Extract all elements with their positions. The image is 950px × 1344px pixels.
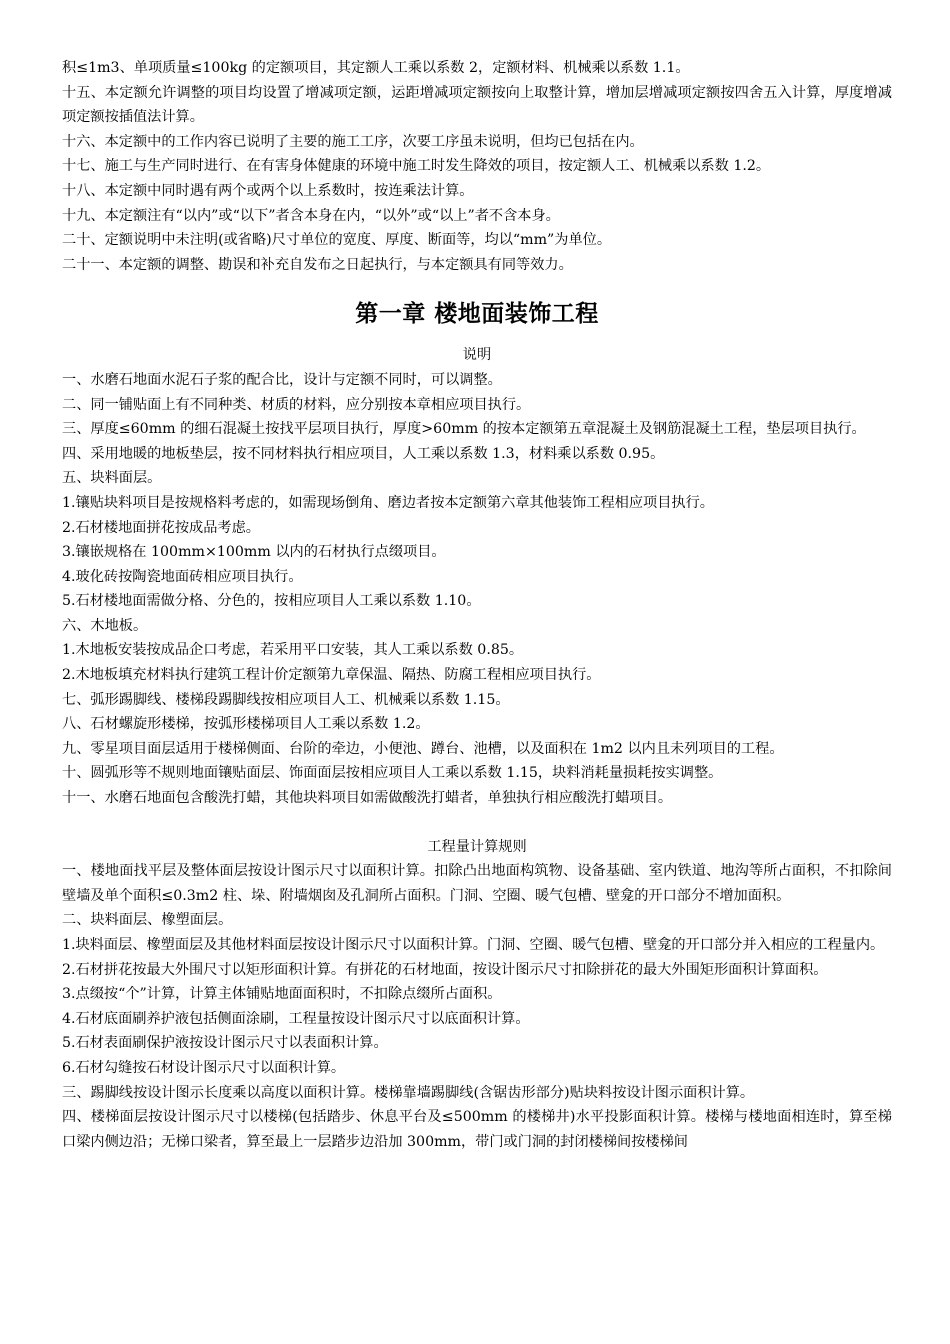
paragraph: 2.木地板填充材料执行建筑工程计价定额第九章保温、隔热、防腐工程相应项目执行。 xyxy=(62,667,601,684)
paragraph: 十一、水磨石地面包含酸洗打蜡，其他块料项目如需做酸洗打蜡者，单独执行相应酸洗打蜡项目。 xyxy=(62,790,673,807)
paragraph: 积≤1m3、单项质量≤100kg 的定额项目，其定额人工乘以系数 2，定额材料、机械乘以系数 1.1。 xyxy=(62,60,690,76)
paragraph: 2.石材楼地面拼花按成品考虑。 xyxy=(62,519,260,536)
paragraph: 十、圆弧形等不规则地面镶贴面层、饰面面层按相应项目人工乘以系数 1.15，块料消耗量损耗按实调整。 xyxy=(62,765,723,782)
explanation-section xyxy=(62,343,892,810)
paragraph: 四、楼梯面层按设计图示尺寸以楼梯(包括踏步、休息平台及≤500mm 的楼梯井)水平投影面积计算。楼梯与楼地面相连时，算至梯口梁内侧边沿；无梯口梁者，算至最上一层踏步边沿加 300mm，带门或门洞的封闭楼梯间按楼梯间 xyxy=(62,1109,892,1150)
paragraph: 1.块料面层、橡塑面层及其他材料面层按设计图示尺寸以面积计算。门洞、空圈、暖气包槽、壁龛的开口部分并入相应的工程量内。 xyxy=(62,937,885,953)
paragraph: 3.镶嵌规格在 100mm×100mm 以内的石材执行点缀项目。 xyxy=(62,544,446,561)
paragraph: 一、水磨石地面水泥石子浆的配合比，设计与定额不同时，可以调整。 xyxy=(62,371,502,388)
paragraph: 1.镶贴块料项目是按规格料考虑的，如需现场倒角、磨边者按本定额第六章其他装饰工程相应项目执行。 xyxy=(62,494,714,511)
paragraph: 二、块料面层、橡塑面层。 xyxy=(62,912,233,929)
paragraph: 六、木地板。 xyxy=(62,617,148,634)
paragraph: 5.石材表面刷保护液按设计图示尺寸以表面积计算。 xyxy=(62,1035,388,1052)
rules-heading: 工程量计算规则 xyxy=(427,838,527,855)
paragraph: 4.石材底面刷养护液包括侧面涂刷，工程量按设计图示尺寸以底面积计算。 xyxy=(62,1010,530,1027)
paragraph: 四、采用地暖的地板垫层，按不同材料执行相应项目，人工乘以系数 1.3，材料乘以系数 0.95。 xyxy=(62,445,665,462)
paragraph: 2.石材拼花按最大外围尺寸以矩形面积计算。有拼花的石材地面，按设计图示尺寸扣除拼花的最大外围矩形面积计算面积。 xyxy=(62,961,828,978)
paragraph: 七、弧形踢脚线、楼梯段踢脚线按相应项目人工、机械乘以系数 1.15。 xyxy=(62,691,510,708)
paragraph: 三、踢脚线按设计图示长度乘以高度以面积计算。楼梯靠墙踢脚线(含锯齿形部分)贴块料按设计图示面积计算。 xyxy=(62,1084,755,1101)
paragraph: 五、块料面层。 xyxy=(62,470,162,487)
paragraph: 十九、本定额注有“以内”或“以下”者含本身在内，“以外”或“以上”者不含本身。 xyxy=(62,207,560,224)
paragraph: 1.木地板安装按成品企口考虑，若采用平口安装，其人工乘以系数 0.85。 xyxy=(62,642,524,659)
intro-section xyxy=(62,56,892,277)
section-spacer xyxy=(62,811,892,835)
paragraph: 三、厚度≤60mm 的细石混凝土按找平层项目执行，厚度>60mm 的按本定额第五章混凝土及钢筋混凝土工程，垫层项目执行。 xyxy=(62,421,866,438)
paragraph: 一、楼地面找平层及整体面层按设计图示尺寸以面积计算。扣除凸出地面构筑物、设备基础、室内铁道、地沟等所占面积，不扣除间壁墙及单个面积≤0.3m2 柱、垛、附墙烟囱及孔洞所占面积。门洞、空圈、暖气包槽、壁龛的开口部分不增加面积。 xyxy=(62,863,892,904)
explanation-heading: 说明 xyxy=(462,347,492,364)
paragraph: 二十一、本定额的调整、勘误和补充自发布之日起执行，与本定额具有同等效力。 xyxy=(62,256,573,273)
paragraph: 十五、本定额允许调整的项目均设置了增减项定额，运距增减项定额按向上取整计算，增加层增减项定额按四舍五入计算，厚度增减项定额按插值法计算。 xyxy=(62,84,892,126)
paragraph: 6.石材勾缝按石材设计图示尺寸以面积计算。 xyxy=(62,1059,346,1076)
paragraph: 4.玻化砖按陶瓷地面砖相应项目执行。 xyxy=(62,568,303,585)
paragraph: 八、石材螺旋形楼梯，按弧形楼梯项目人工乘以系数 1.2。 xyxy=(62,716,430,733)
paragraph: 二十、定额说明中未注明(或省略)尺寸单位的宽度、厚度、断面等，均以“mm”为单位。 xyxy=(62,232,612,249)
paragraph: 二、同一铺贴面上有不同种类、材质的材料，应分别按本章相应项目执行。 xyxy=(62,396,531,413)
document-page xyxy=(62,56,892,1154)
paragraph: 十八、本定额中同时遇有两个或两个以上系数时，按连乘法计算。 xyxy=(62,182,474,199)
paragraph: 5.石材楼地面需做分格、分色的，按相应项目人工乘以系数 1.10。 xyxy=(62,593,481,610)
paragraph: 3.点缀按“个”计算，计算主体铺贴地面面积时，不扣除点缀所占面积。 xyxy=(62,986,502,1003)
paragraph: 九、零星项目面层适用于楼梯侧面、台阶的牵边，小便池、蹲台、池槽，以及面积在 1m2 以内且未列项目的工程。 xyxy=(62,740,784,757)
paragraph: 十七、施工与生产同时进行、在有害身体健康的环境中施工时发生降效的项目，按定额人工、机械乘以系数 1.2。 xyxy=(62,158,771,175)
paragraph: 十六、本定额中的工作内容已说明了主要的施工工序，次要工序虽未说明，但均已包括在内。 xyxy=(62,133,644,150)
chapter-title: 第一章 楼地面装饰工程 xyxy=(355,300,599,328)
calculation-rules-section xyxy=(62,835,892,1155)
